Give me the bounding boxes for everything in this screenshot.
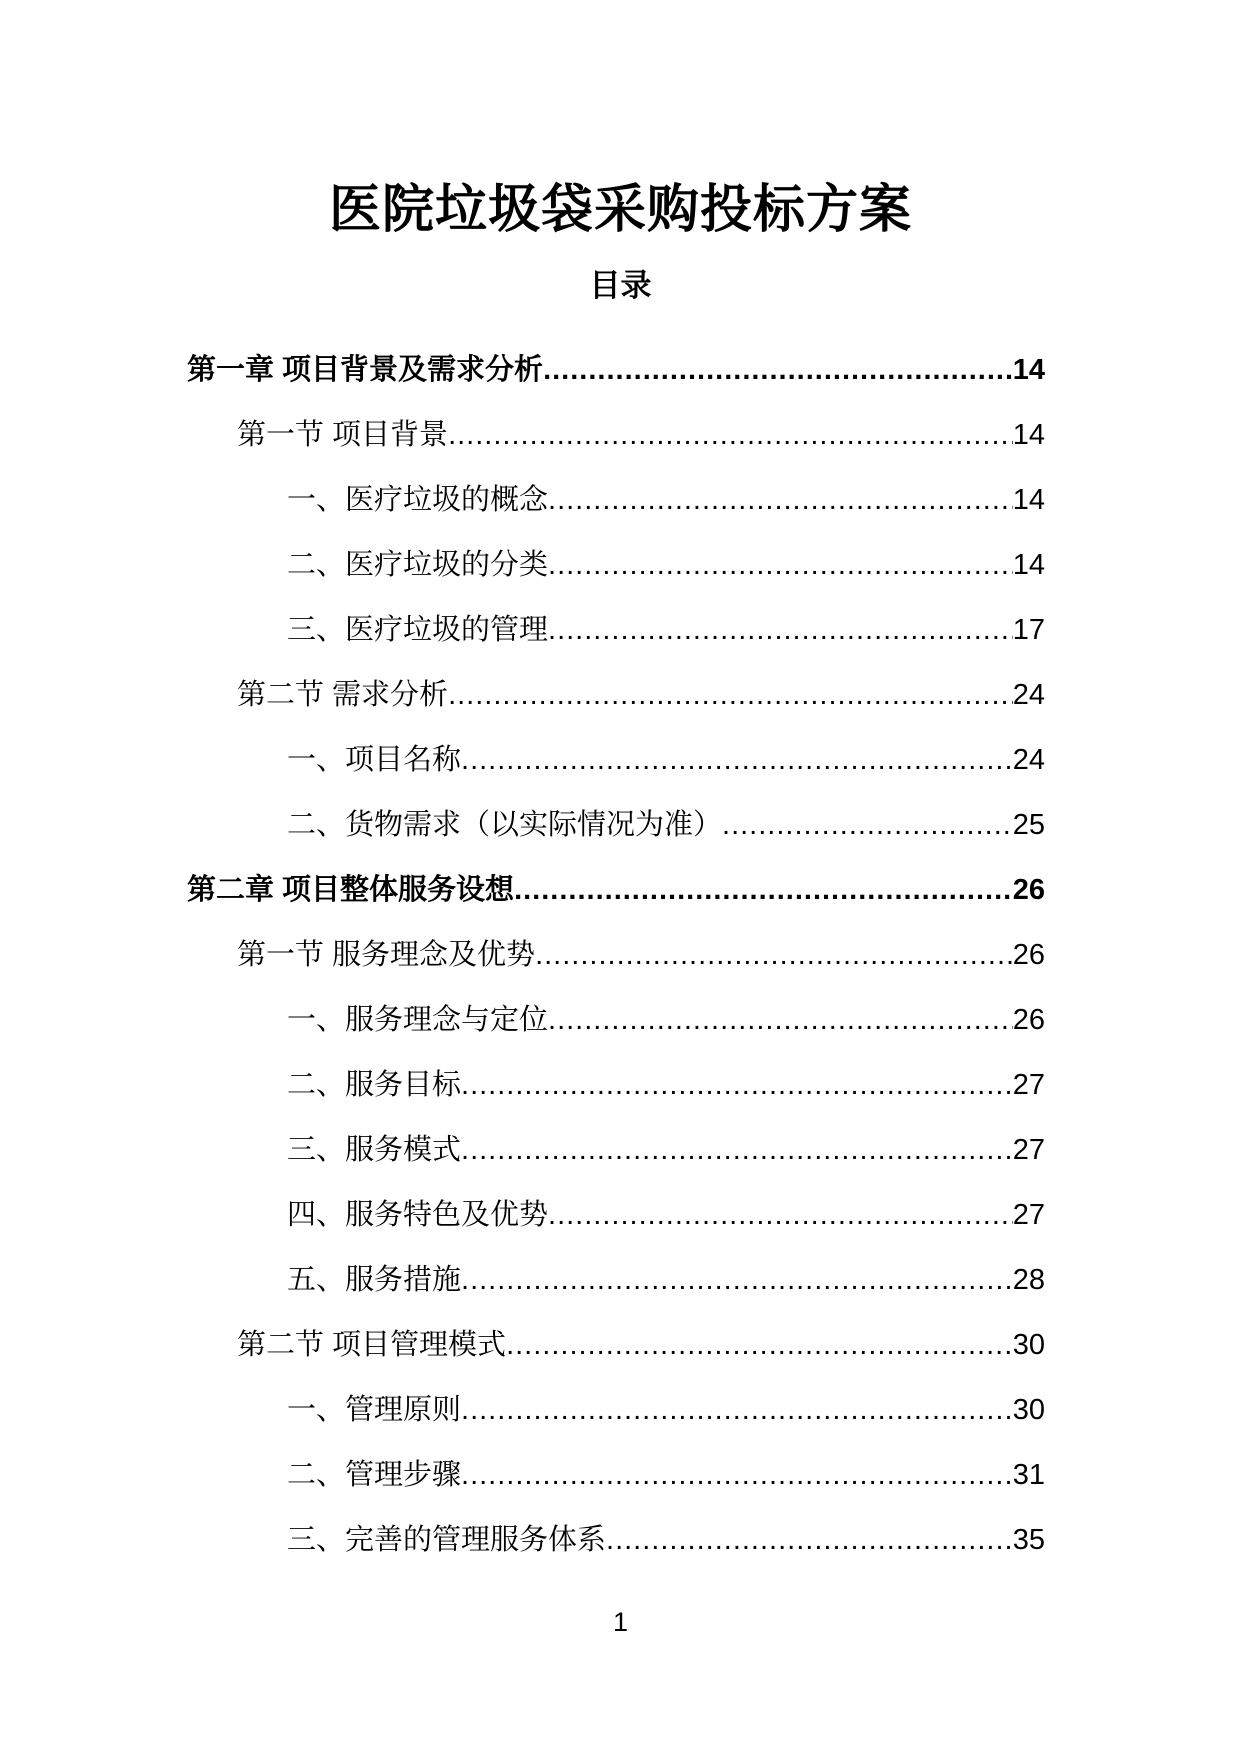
toc-entry-page: 28 — [1012, 1264, 1045, 1296]
toc-leader-dots — [548, 543, 1013, 587]
toc-entry-title: 二、管理步骤 — [287, 1459, 462, 1491]
toc-entry-page: 35 — [1012, 1524, 1045, 1556]
toc-leader-dots — [461, 738, 1013, 782]
toc-entry-title: 二、货物需求（以实际情况为准） — [287, 809, 723, 841]
toc-entry[interactable] — [0, 1367, 1241, 1432]
table-of-contents — [0, 327, 1241, 1562]
toc-entry-title: 五、服务措施 — [287, 1264, 462, 1296]
toc-entry-title: 二、医疗垃圾的分类 — [287, 549, 549, 581]
toc-entry[interactable] — [0, 1302, 1241, 1367]
toc-entry[interactable] — [0, 717, 1241, 782]
toc-entry-page: 30 — [1012, 1329, 1045, 1361]
toc-entry-page: 27 — [1012, 1069, 1045, 1101]
toc-entry-title: 第二节 项目管理模式 — [237, 1329, 507, 1361]
toc-leader-dots — [448, 413, 1013, 457]
toc-entry-page: 27 — [1012, 1199, 1045, 1231]
toc-leader-dots — [548, 608, 1013, 652]
toc-entry-page: 17 — [1012, 614, 1045, 646]
toc-entry-page: 24 — [1012, 744, 1045, 776]
toc-entry-title: 第一节 服务理念及优势 — [237, 939, 536, 971]
toc-entry-title: 一、项目名称 — [287, 744, 462, 776]
toc-leader-dots — [506, 1323, 1013, 1367]
toc-entry-title: 一、管理原则 — [287, 1394, 462, 1426]
toc-entry-page: 26 — [1012, 1004, 1045, 1036]
toc-entry[interactable] — [0, 912, 1241, 977]
toc-entry-page: 30 — [1012, 1394, 1045, 1426]
toc-heading: 目录 — [589, 268, 652, 303]
toc-entry-page: 26 — [1012, 939, 1045, 971]
toc-leader-dots — [461, 1388, 1013, 1432]
toc-entry-title: 三、医疗垃圾的管理 — [287, 614, 549, 646]
toc-leader-dots — [548, 998, 1013, 1042]
toc-entry-page: 14 — [1012, 354, 1045, 386]
toc-entry[interactable] — [0, 587, 1241, 652]
toc-leader-dots — [461, 1063, 1013, 1107]
toc-entry[interactable] — [0, 652, 1241, 717]
toc-entry-page: 26 — [1012, 874, 1045, 906]
toc-leader-dots — [606, 1518, 1013, 1562]
toc-leader-dots — [548, 478, 1013, 522]
toc-entry[interactable] — [0, 977, 1241, 1042]
toc-entry-page: 25 — [1012, 809, 1045, 841]
toc-leader-dots — [543, 348, 1013, 392]
toc-leader-dots — [535, 933, 1013, 977]
toc-entry-title: 三、完善的管理服务体系 — [287, 1524, 607, 1556]
toc-entry-title: 一、医疗垃圾的概念 — [287, 484, 549, 516]
toc-entry-page: 31 — [1012, 1459, 1045, 1491]
toc-entry[interactable] — [0, 392, 1241, 457]
toc-leader-dots — [514, 868, 1013, 912]
toc-leader-dots — [548, 1193, 1013, 1237]
toc-entry-title: 一、服务理念与定位 — [287, 1004, 549, 1036]
toc-entry-title: 第二节 需求分析 — [237, 679, 449, 711]
toc-entry-page: 27 — [1012, 1134, 1045, 1166]
page-number: 1 — [612, 1607, 629, 1637]
toc-entry-title: 二、服务目标 — [287, 1069, 462, 1101]
toc-entry[interactable] — [0, 1432, 1241, 1497]
toc-entry[interactable] — [0, 1107, 1241, 1172]
toc-leader-dots — [448, 673, 1013, 717]
toc-entry[interactable] — [0, 327, 1241, 392]
toc-entry-title: 第二章 项目整体服务设想 — [187, 874, 515, 906]
toc-entry-title: 三、服务模式 — [287, 1134, 462, 1166]
toc-entry[interactable] — [0, 1237, 1241, 1302]
toc-entry[interactable] — [0, 847, 1241, 912]
toc-leader-dots — [461, 1258, 1013, 1302]
toc-entry[interactable] — [0, 1042, 1241, 1107]
toc-leader-dots — [722, 803, 1013, 847]
toc-entry-page: 14 — [1012, 419, 1045, 451]
toc-entry-title: 第一节 项目背景 — [237, 419, 449, 451]
toc-entry[interactable] — [0, 1172, 1241, 1237]
toc-entry-title: 第一章 项目背景及需求分析 — [187, 354, 544, 386]
toc-entry[interactable] — [0, 522, 1241, 587]
toc-entry-page: 24 — [1012, 679, 1045, 711]
toc-entry-page: 14 — [1012, 484, 1045, 516]
document-title: 医院垃圾袋采购投标方案 — [328, 181, 912, 239]
toc-entry-title: 四、服务特色及优势 — [287, 1199, 549, 1231]
toc-entry-page: 14 — [1012, 549, 1045, 581]
toc-leader-dots — [461, 1453, 1013, 1497]
toc-entry[interactable] — [0, 1497, 1241, 1562]
toc-entry[interactable] — [0, 782, 1241, 847]
toc-entry[interactable] — [0, 457, 1241, 522]
toc-leader-dots — [461, 1128, 1013, 1172]
